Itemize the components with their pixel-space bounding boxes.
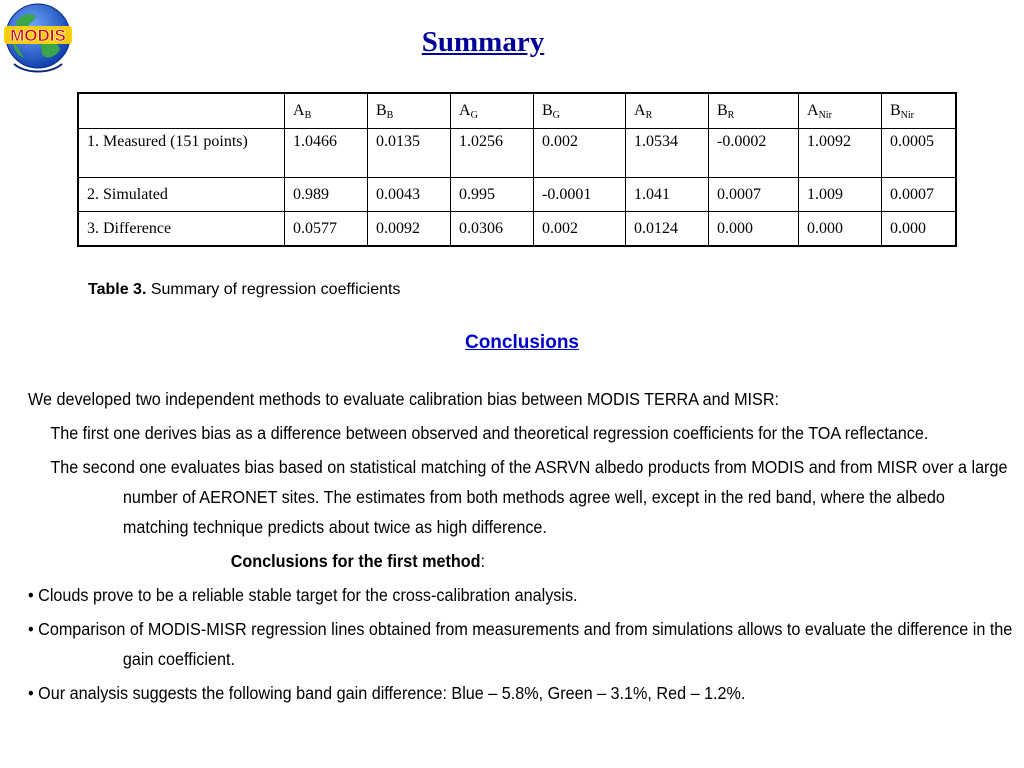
table-cell: 1.0256 — [451, 129, 534, 178]
table-cell: -0.0002 — [709, 129, 799, 178]
table-cell: 0.002 — [534, 212, 626, 247]
table-cell: 0.0577 — [285, 212, 368, 247]
bullet-item: • Clouds prove to be a reliable stable target for the cross-calibration analysis. — [28, 585, 578, 605]
table-header-row — [78, 93, 956, 129]
caption-text: Summary of regression coefficients — [150, 281, 401, 298]
table-cell: 0.000 — [799, 212, 882, 247]
column-header: $B_G$ — [534, 93, 626, 129]
first-method-subheading: Conclusions for the first method: — [230, 551, 486, 571]
column-header: $A_R$ — [626, 93, 709, 129]
table-cell: 0.000 — [882, 212, 957, 247]
table-row — [78, 212, 956, 247]
table-cell: 0.0007 — [882, 178, 957, 212]
conclusions-heading: Conclusions — [464, 332, 579, 353]
table-cell: 1.041 — [626, 178, 709, 212]
column-header: $A_{Nir}$ — [799, 93, 882, 129]
column-header: $B_B$ — [368, 93, 451, 129]
table-cell: 0.995 — [451, 178, 534, 212]
row-label: 2. Simulated — [78, 178, 285, 212]
column-header: $A_G$ — [451, 93, 534, 129]
table-cell: -0.0001 — [534, 178, 626, 212]
column-header — [78, 93, 285, 129]
bullet-item: • Our analysis suggests the following band gain difference: Blue – 5.8%, Green – 3.1%, Red – 1.2%. — [28, 683, 746, 703]
row-label: 3. Difference — [78, 212, 285, 247]
column-header: $B_{Nir}$ — [882, 93, 957, 129]
table-cell: 1.0466 — [285, 129, 368, 178]
table-cell: 0.0092 — [368, 212, 451, 247]
caption-label: Table 3. — [88, 281, 147, 298]
intro-paragraph: We developed two independent methods to evaluate calibration bias between MODIS TERRA and MISR: — [28, 389, 780, 409]
table-cell: 1.0092 — [799, 129, 882, 178]
table-cell: 1.009 — [799, 178, 882, 212]
table-cell: 0.0005 — [882, 129, 957, 178]
table-row — [78, 178, 956, 212]
conclusions-body — [28, 384, 1014, 708]
table-cell: 0.0306 — [451, 212, 534, 247]
bullet-item: • Comparison of MODIS-MISR regression lines obtained from measurements and from simulations allows to evaluate the difference in the gain coefficient. — [28, 619, 1013, 669]
table-cell: 1.0534 — [626, 129, 709, 178]
table-cell: 0.989 — [285, 178, 368, 212]
table-cell: 0.0007 — [709, 178, 799, 212]
table-cell: 0.002 — [534, 129, 626, 178]
page-title: Summary — [421, 26, 545, 58]
table-row — [78, 129, 956, 178]
table-cell: 0.0043 — [368, 178, 451, 212]
table-cell: 0.000 — [709, 212, 799, 247]
method-one-paragraph: The first one derives bias as a difference between observed and theoretical regression coefficients for the TOA reflectance. — [50, 423, 929, 443]
regression-table — [77, 92, 957, 247]
logo-text: MODIS — [10, 26, 66, 45]
column-header: $B_R$ — [709, 93, 799, 129]
table-cell: 0.0124 — [626, 212, 709, 247]
method-two-paragraph: The second one evaluates bias based on statistical matching of the ASRVN albedo products from MODIS and from MISR over a large number of AERONET sites. The estimates from both methods agree well, except in the red band, where the albedo matching technique predicts about twice as high difference. — [50, 457, 1008, 537]
row-label: 1. Measured (151 points) — [78, 129, 285, 178]
table-cell: 0.0135 — [368, 129, 451, 178]
column-header: $A_B$ — [285, 93, 368, 129]
table-caption — [88, 281, 400, 299]
